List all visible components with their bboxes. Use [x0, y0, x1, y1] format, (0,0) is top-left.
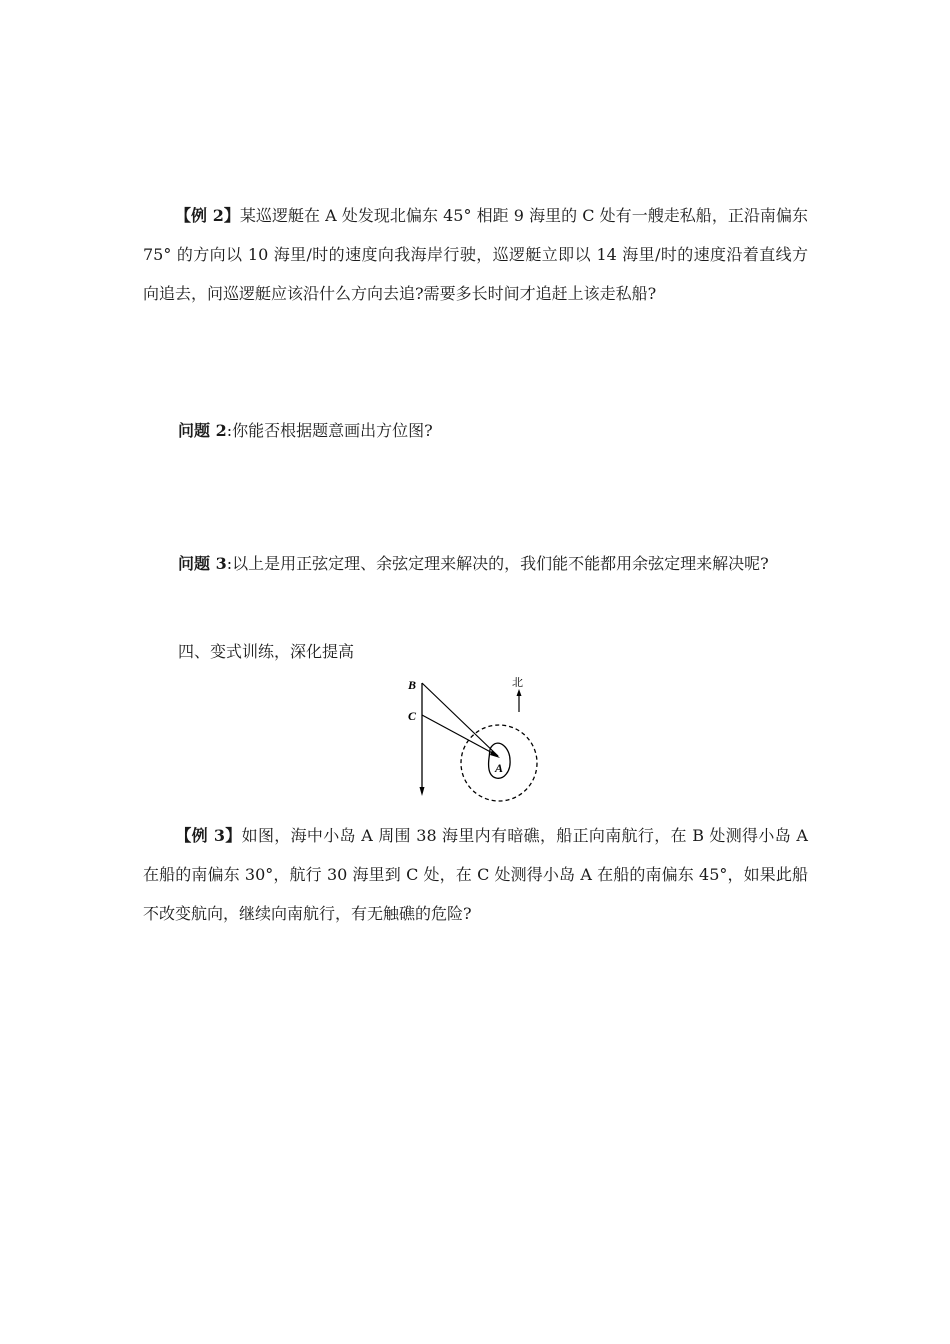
south-arrowhead [420, 787, 425, 796]
example-2-tag: 【例 2】 [175, 206, 240, 225]
sight-line-c-a [422, 715, 498, 756]
question-2-tag: 问题 2 [178, 421, 227, 440]
question-2-text: :你能否根据题意画出方位图? [226, 421, 433, 440]
question-3-text: :以上是用正弦定理、余弦定理来解决的，我们能不能都用余弦定理来解决呢? [226, 554, 769, 573]
example-3-text: 如图，海中小岛 A 周围 38 海里内有暗礁，船正向南航行，在 B 处测得小岛 A 在船的南偏东 30°，航行 30 海里到 C 处，在 C 处测得小岛 A 在船的南偏东 45°，如果此船不改变航向，继续向南航行，有无触礁的危险? [143, 826, 808, 923]
sight-line-b-a [422, 683, 498, 756]
example-2-text: 某巡逻艇在 A 处发现北偏东 45° 相距 9 海里的 C 处有一艘走私船，正沿南偏东 75° 的方向以 10 海里/时的速度向我海岸行驶，巡逻艇立即以 14 海里/时的速度沿着直线方向追去，问巡逻艇应该沿什么方向去追?需要多长时间才追赶上该走私船? [143, 206, 808, 303]
sight-arrowhead [490, 750, 500, 758]
question-3 [178, 553, 769, 575]
north-arrow-icon [517, 689, 522, 696]
point-a-label: A [495, 761, 504, 775]
example-3-paragraph [143, 816, 808, 933]
question-3-tag: 问题 3 [178, 554, 227, 573]
example-2-paragraph [143, 196, 808, 313]
navigation-figure [400, 668, 550, 808]
navigation-diagram [400, 668, 550, 808]
section-4-title: 四、变式训练，深化提高 [178, 642, 355, 661]
north-label: 北 [512, 676, 523, 689]
question-2 [178, 420, 433, 442]
example-3-tag: 【例 3】 [175, 826, 242, 845]
point-b-label: B [408, 678, 417, 692]
point-c-label: C [408, 709, 417, 723]
